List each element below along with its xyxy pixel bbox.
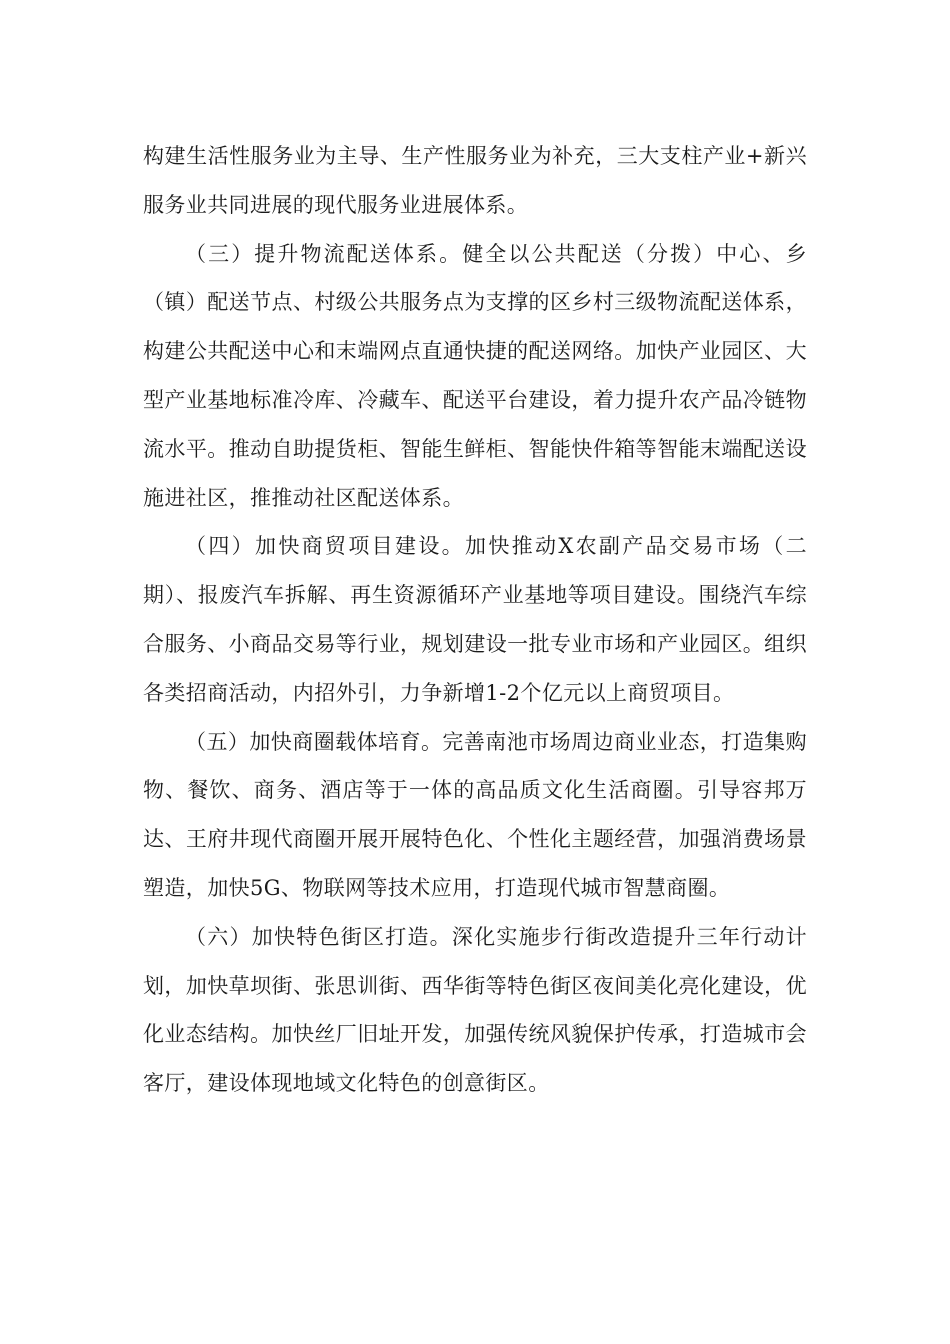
- paragraph-continuation: 构建生活性服务业为主导、生产性服务业为补充，三大支柱产业+新兴服务业共同进展的现代服务业进展体系。: [143, 144, 807, 217]
- paragraph-business-district: （五）加快商圈载体培育。完善南池市场周边商业业态，打造集购物、餐饮、商务、酒店等于一体的高品质文化生活商圈。引导容邦万达、王府井现代商圈开展开展特色化、个性化主题经营，加强消费场景塑造，加快5G、物联网等技术应用，打造现代城市智慧商圈。: [143, 729, 807, 900]
- document-body: [143, 132, 807, 1108]
- paragraph-featured-streets: （六）加快特色街区打造。深化实施步行街改造提升三年行动计划，加快草坝街、张思训街、西华街等特色街区夜间美化亮化建设，优化业态结构。加快丝厂旧址开发，加强传统风貌保护传承，打造城市会客厅，建设体现地域文化特色的创意街区。: [143, 924, 807, 1096]
- paragraph-trade-projects: （四）加快商贸项目建设。加快推动X农副产品交易市场（二期）、报废汽车拆解、再生资源循环产业基地等项目建设。围绕汽车综合服务、小商品交易等行业，规划建设一批专业市场和产业园区。组织各类招商活动，内招外引，力争新增1-2个亿元以上商贸项目。: [143, 534, 807, 705]
- paragraph-logistics: （三）提升物流配送体系。健全以公共配送（分拨）中心、乡（镇）配送节点、村级公共服务点为支撑的区乡村三级物流配送体系，构建公共配送中心和末端网点直通快捷的配送网络。加快产业园区、大型产业基地标准冷库、冷藏车、配送平台建设，着力提升农产品冷链物流水平。推动自助提货柜、智能生鲜柜、智能快件箱等智能末端配送设施进社区，推推动社区配送体系。: [143, 241, 807, 510]
